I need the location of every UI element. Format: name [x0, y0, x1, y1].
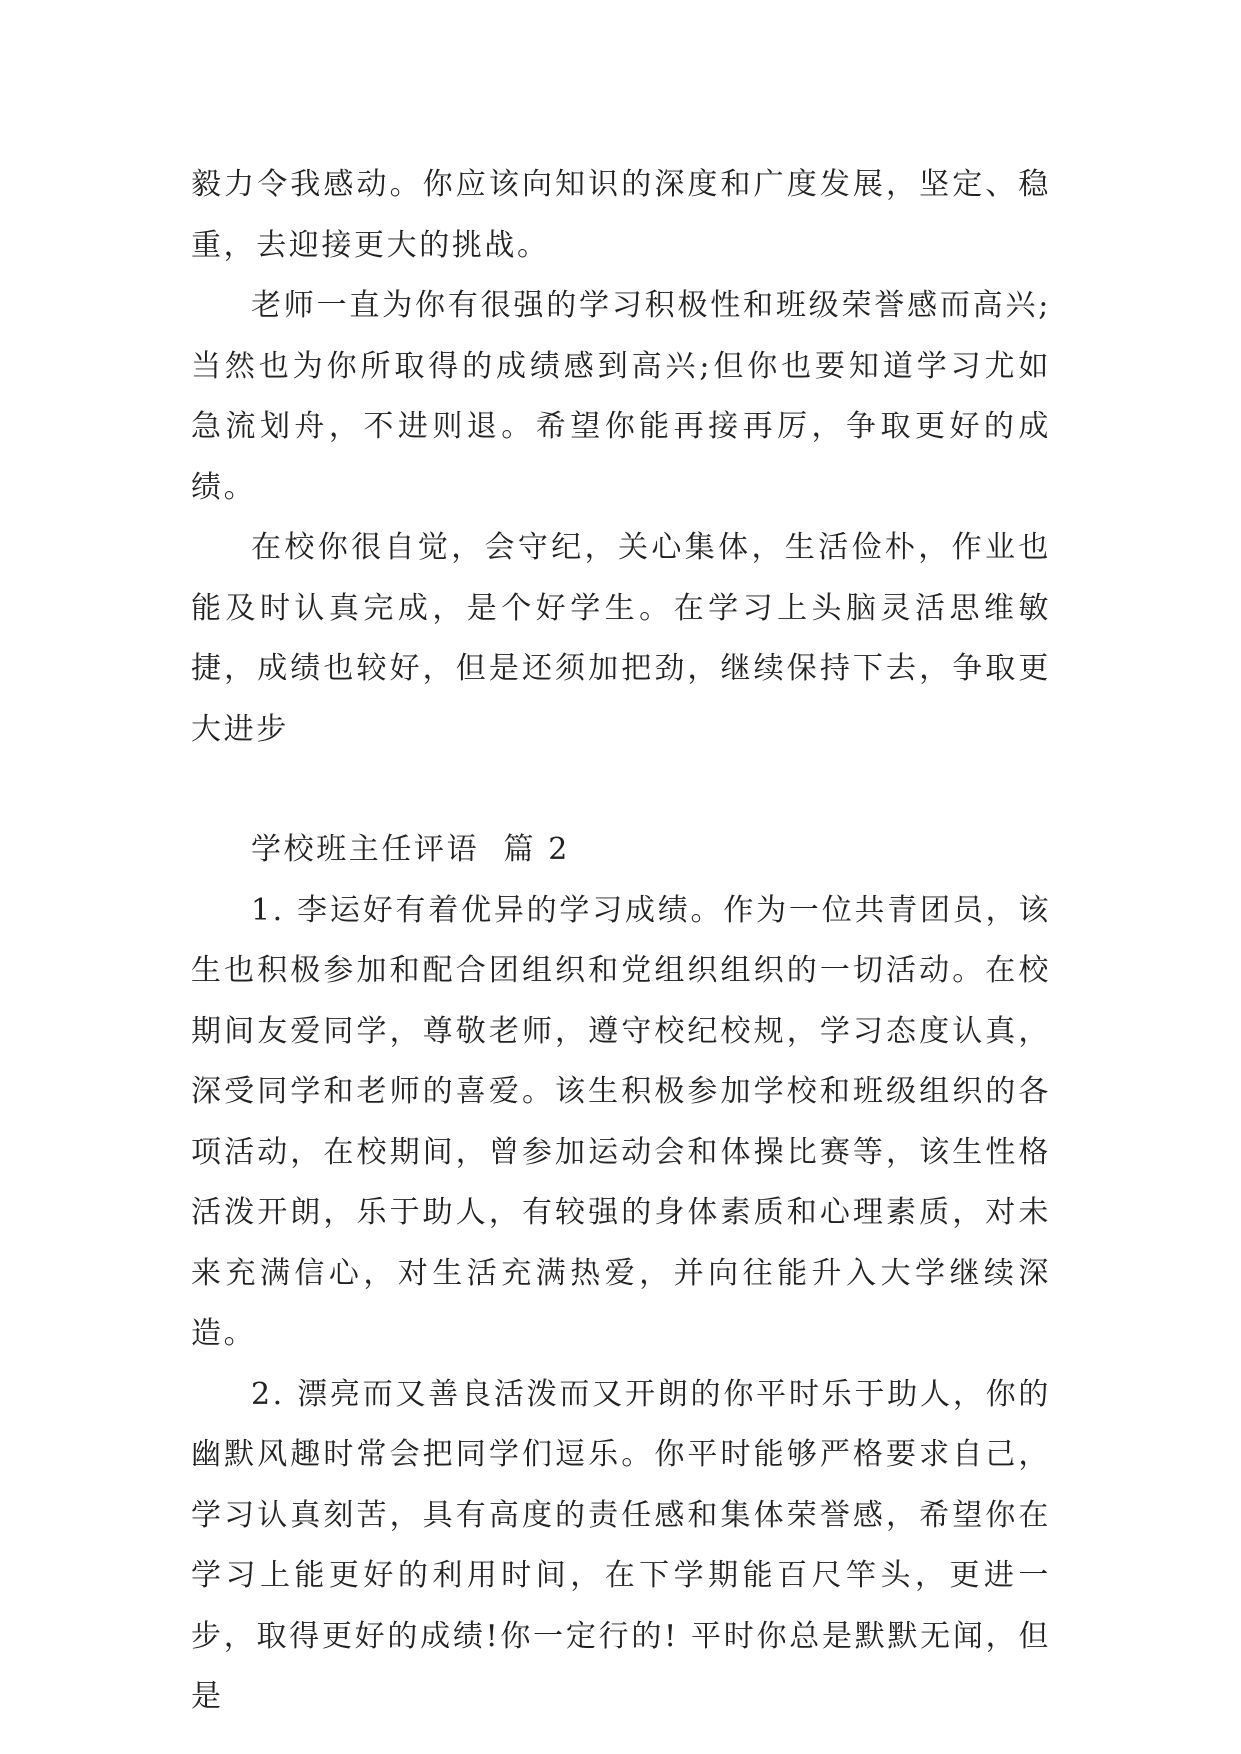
blank-line — [191, 760, 1051, 820]
paragraph-continuation: 毅力令我感动。你应该向知识的深度和广度发展，坚定、稳重，去迎接更大的挑战。 — [191, 167, 1051, 263]
paragraph-numbered-comment: 2. 漂亮而又善良活泼而又开朗的你平时乐于助人，你的幽默风趣时常会把同学们逗乐。你平时能够严格要求自己，学习认真刻苦，具有高度的责任感和集体荣誉感，希望你在学习上能更好的利用时间，在下学期能百尺竿头，更进一步，取得更好的成绩!你一定行的! 平时你总是默默无闻，但是 — [191, 1376, 1051, 1714]
paragraph-comment: 在校你很自觉，会守纪，关心集体，生活俭朴，作业也能及时认真完成，是个好学生。在学习上头脑灵活思维敏捷，成绩也较好，但是还须加把劲，继续保持下去，争取更大进步 — [191, 530, 1051, 747]
document-body — [191, 155, 1051, 1728]
section-heading: 学校班主任评语 篇 2 — [251, 832, 570, 867]
paragraph-numbered-comment: 1. 李运好有着优异的学习成绩。作为一位共青团员，该生也积极参加和配合团组织和党组织组织的一切活动。在校期间友爱同学，尊敬老师，遵守校纪校规，学习态度认真，深受同学和老师的喜爱。该生积极参加学校和班级组织的各项活动，在校期间，曾参加运动会和体操比赛等，该生性格活泼开朗，乐于助人，有较强的身体素质和心理素质，对未来充满信心，对生活充满热爱，并向往能升入大学继续深造。 — [191, 892, 1051, 1351]
paragraph-comment: 老师一直为你有很强的学习积极性和班级荣誉感而高兴;当然也为你所取得的成绩感到高兴;但你也要知道学习尤如急流划舟，不进则退。希望你能再接再厉，争取更好的成绩。 — [191, 288, 1051, 505]
